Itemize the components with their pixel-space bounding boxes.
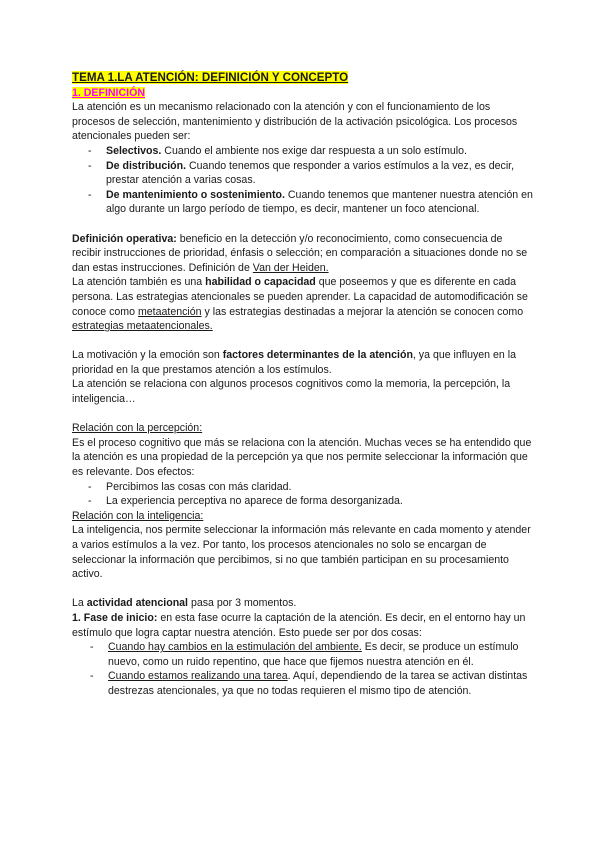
item-text: Es decir, se produce un estímulo nuevo, como un ruido repentino, que hace que fijemos nuestra atención en él.: [108, 641, 519, 668]
item-text: . Aquí, dependiendo de la tarea se activan distintas destrezas atencionales, ya que no todas requieren el mismo tipo de atención.: [108, 670, 528, 697]
section-heading-line: [72, 86, 534, 101]
item-underlined: Cuando estamos realizando una tarea: [108, 670, 288, 683]
spacer: [72, 217, 534, 232]
spacer: [72, 407, 534, 422]
list-item: [106, 144, 534, 159]
type-term: De distribución.: [106, 159, 187, 172]
habilidad-term: habilidad o capacidad: [205, 276, 316, 289]
list-item: [108, 640, 534, 669]
procesos-paragraph: La atención se relaciona con algunos procesos cognitivos como la memoria, la percepción, la inteligencia…: [72, 378, 511, 406]
factores-paragraph: [72, 348, 534, 377]
author-reference: Van der Heiden.: [252, 261, 329, 274]
intro-paragraph: La atención es un mecanismo relacionado con la atención y con el funcionamiento de los procesos de selección, mantenimiento y distribución de la activación psicológica. Los procesos atencionales pueden ser:: [72, 101, 518, 143]
type-text: Cuando tenemos que responder a varios estímulos a la vez, es decir, prestar atención a varias cosas.: [106, 159, 515, 187]
list-item: [106, 188, 534, 217]
list-item: [106, 159, 534, 188]
list-item: - La experiencia perceptiva no aparece de forma desorganizada.: [106, 494, 534, 509]
inteligencia-heading: Relación con la inteligencia:: [72, 509, 204, 522]
types-list: [72, 144, 534, 217]
fase-inicio-term: 1. Fase de inicio:: [72, 611, 158, 624]
factores-text-pre: La motivación y la emoción son: [72, 349, 223, 362]
operativa-term: Definición operativa:: [72, 232, 177, 245]
habilidad-text-mid: que poseemos y que es diferente en cada persona. Las estrategias atencionales se pueden aprender. La capacidad de automodificación se conoce como: [72, 276, 528, 318]
factores-term: factores determinantes de la atención: [222, 349, 413, 362]
actividad-text-post: pasa por 3 momentos.: [188, 597, 297, 610]
section-heading-definicion: 1. DEFINICIÓN: [72, 86, 145, 99]
fase-inicio-paragraph: [72, 611, 534, 640]
factores-text-post: , ya que influyen en la prioridad en la que prestamos atención a los estímulos.: [72, 349, 516, 376]
spacer: [72, 582, 534, 597]
document-body: [72, 70, 534, 699]
item-underlined: Cuando hay cambios en la estimulación del ambiente.: [108, 641, 362, 654]
actividad-term: actividad atencional: [86, 597, 188, 610]
spacer: [72, 334, 534, 349]
estrategias-term: estrategias metaatencionales.: [72, 320, 213, 333]
list-item: - Percibimos las cosas con más claridad.: [106, 480, 534, 495]
effects-list: [72, 480, 534, 509]
actividad-paragraph: [72, 596, 534, 611]
operativa-text: beneficio en la detección y/o reconocimiento, como consecuencia de recibir instrucciones de prioridad, énfasis o selección; en comparación a situaciones donde no se dan estas instrucciones. Definición de: [72, 232, 528, 274]
document-title: TEMA 1.LA ATENCIÓN: DEFINICIÓN Y CONCEPTO: [72, 71, 349, 84]
list-item: [108, 669, 534, 698]
fase-inicio-text: en esta fase ocurre la captación de la atención. Es decir, en el entorno hay un estímulo que logra captar nuestra atención. Esto puede ser por dos cosas:: [72, 611, 526, 639]
fase-inicio-list: [72, 640, 534, 698]
habilidad-text-mid2: y las estrategias destinadas a mejorar la atención se conocen como: [201, 305, 524, 318]
type-term: Selectivos.: [106, 144, 162, 157]
metaatencion-term: metaatención: [137, 305, 202, 318]
type-text: Cuando el ambiente nos exige dar respuesta a un solo estímulo.: [161, 144, 468, 157]
percepcion-heading: Relación con la percepción:: [72, 422, 203, 435]
type-text: Cuando tenemos que mantener nuestra atención en algo durante un largo período de tiempo, es decir, mantener un foco atencional.: [106, 188, 533, 216]
operativa-paragraph: [72, 232, 534, 276]
actividad-text-pre: La: [72, 597, 87, 610]
title-line: [72, 70, 534, 86]
type-term: De mantenimiento o sostenimiento.: [106, 188, 285, 201]
habilidad-paragraph: [72, 275, 534, 333]
habilidad-text-pre: La atención también es una: [72, 276, 206, 289]
inteligencia-paragraph: La inteligencia, nos permite seleccionar la información más relevante en cada momento y atender a varios estímulos a la vez. Por tanto, los procesos atencionales no solo se encargan de seleccionar la información que percibimos, si no que también participan en su procesamiento activo.: [72, 524, 531, 581]
percepcion-paragraph: Es el proceso cognitivo que más se relaciona con la atención. Muchas veces se ha entendido que la atención es una propiedad de la percepción ya que nos permite seleccionar la información que es relevante. Dos efectos:: [72, 436, 532, 479]
